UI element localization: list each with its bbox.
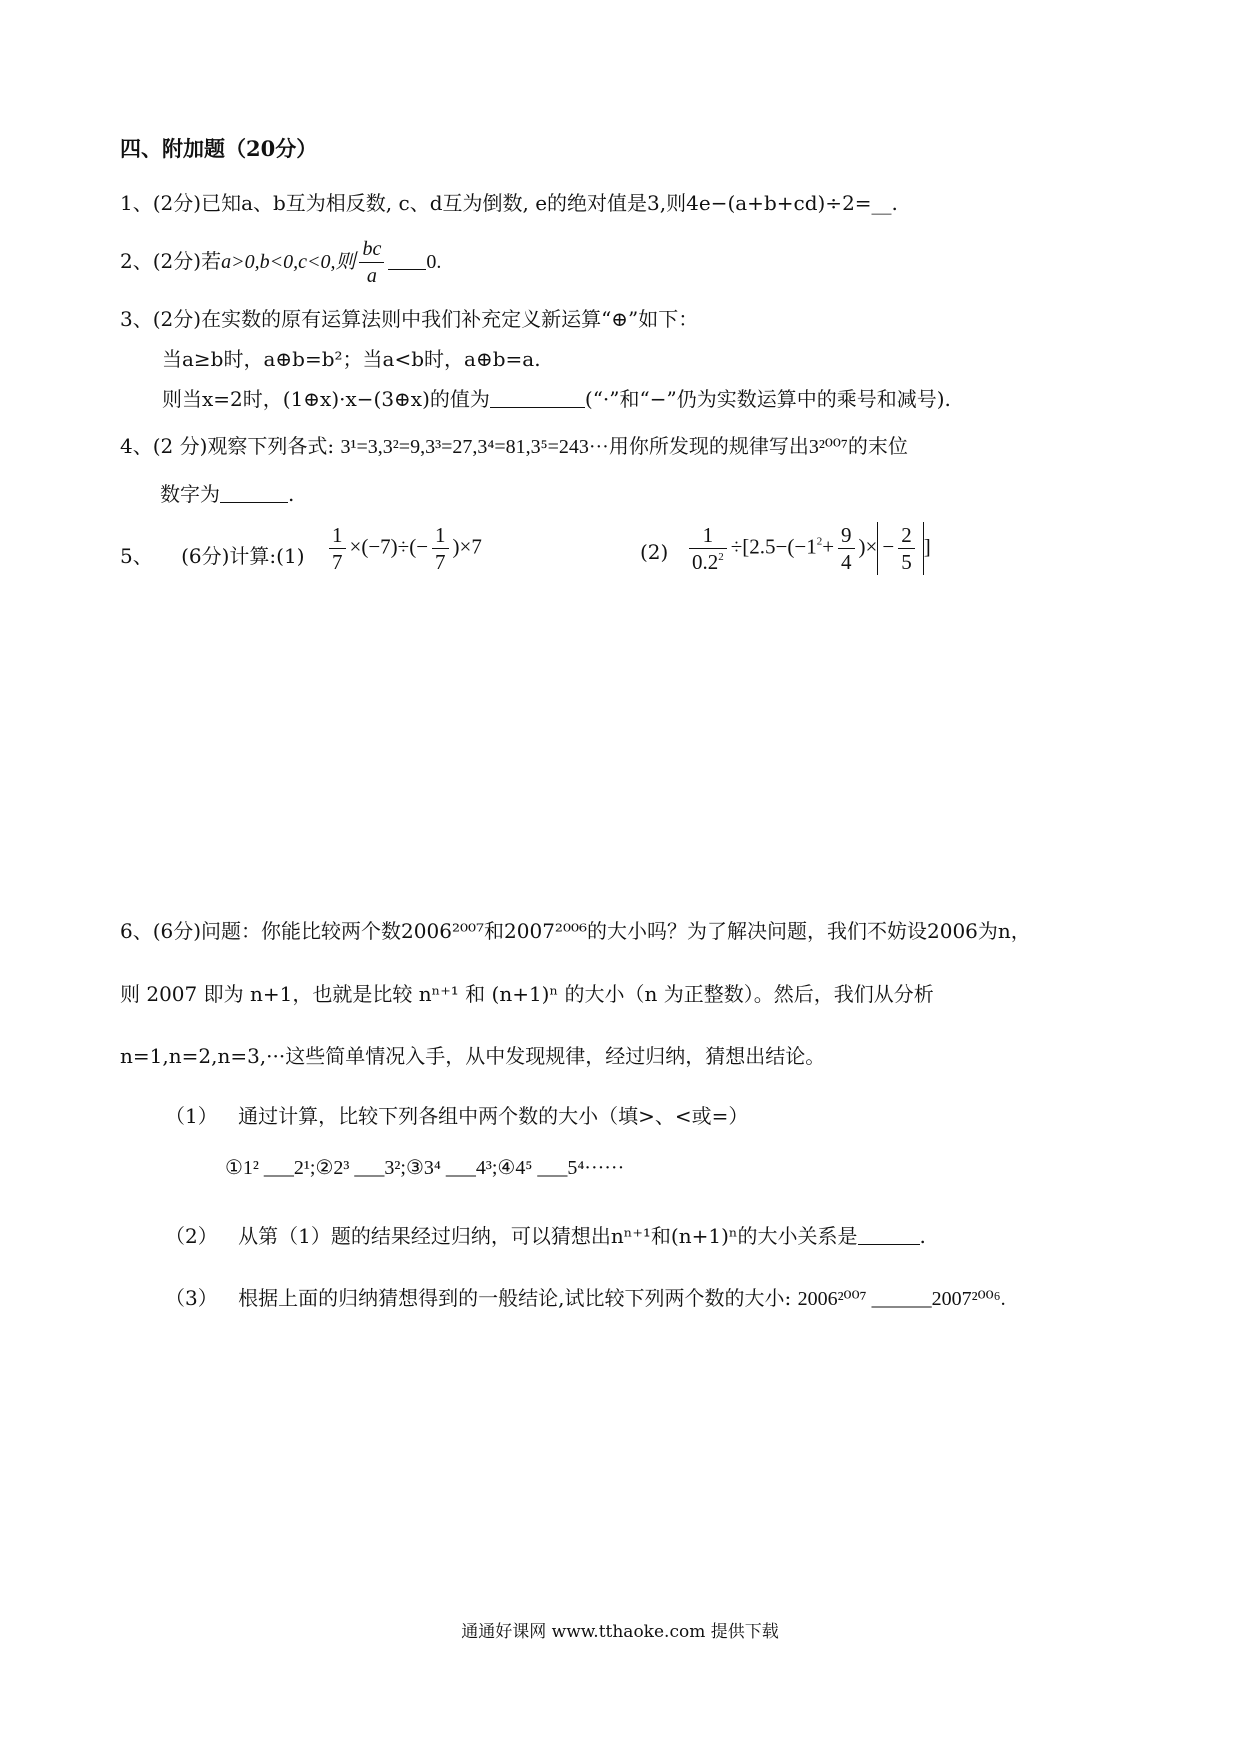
question-6-sub-3-text: 根据上面的归纳猜想得到的一般结论,试比较下列两个数的大小: — [238, 1286, 792, 1310]
question-4-line-2: 数字为 . — [160, 482, 295, 506]
question-6-sub-1-label: （1） — [165, 1104, 218, 1128]
question-2-frac-numerator: bc — [359, 236, 384, 263]
question-2-frac-denominator: a — [366, 265, 377, 287]
question-2-prefix: (2分)若 — [152, 249, 222, 273]
question-2-condition: a>0,b<0,c<0,则 — [221, 251, 356, 273]
question-3-line-3 — [162, 383, 951, 412]
question-6-sub-3 — [165, 1282, 1006, 1311]
question-6-sub-1-text: 通过计算，比较下列各组中两个数的大小（填>、<或=） — [238, 1104, 749, 1128]
question-3-line-1: (2分)在实数的原有运算法则中我们补充定义新运算“⊕”如下： — [152, 307, 699, 331]
question-1-number: 1、 — [120, 191, 153, 215]
question-6-line-3: n=1,n=2,n=3,···这些简单情况入手，从中发现规律，经过归纳，猜想出结论。 — [120, 1044, 826, 1068]
question-5-label: (6分)计算:(1) — [181, 544, 305, 568]
question-6-sub-2-text: 从第（1）题的结果经过归纳，可以猜想出nⁿ⁺¹和(n+1)ⁿ的大小关系是 — [238, 1224, 858, 1248]
question-5 — [120, 540, 305, 569]
question-5-expression-2: $\frac{1}{0.2^2}$ $\div[2.5-(-1^2+$ $\frac{9}{4}$ )× − $\frac{2}{5}$ ] — [685, 522, 931, 575]
question-4-line-2-text: 数字为 — [160, 482, 220, 506]
question-6-sub-1 — [165, 1100, 748, 1129]
question-3-line-3-a: 则当x=2时，(1⊕x)·x−(3⊕x)的值为 — [162, 387, 490, 411]
question-3-line-3-b: (“·”和“−”仍为实数运算中的乘号和减号). — [584, 387, 951, 411]
question-2 — [120, 236, 441, 289]
question-2-number: 2、 — [120, 249, 153, 273]
question-6-sub-2-answer-blank[interactable] — [858, 1226, 920, 1245]
question-2-suffix: 0. — [426, 251, 442, 273]
question-6-sub-3-label: （3） — [165, 1286, 218, 1310]
question-6-sub-3-expression: 2006²⁰⁰⁷ ______2007²⁰⁰⁶. — [797, 1288, 1006, 1310]
question-6-sub-1-items: ①1² ___2¹;②2³ ___3²;③3⁴ ___4³;④4⁵ ___5⁴······ — [225, 1157, 625, 1179]
footer-download-note: 通通好课网 www.tthaoke.com 提供下载 — [461, 1622, 779, 1642]
question-3-answer-blank[interactable] — [490, 389, 585, 408]
question-3-line-2: 当a≥b时，a⊕b=b²；当a<b时，a⊕b=a. — [162, 347, 541, 371]
question-5-expression-1: $\frac{1}{7}$ ×(−7)÷(− $\frac{1}{7}$ )×7 — [325, 522, 482, 575]
question-4-line-1-a: (2 分)观察下列各式: — [152, 434, 335, 458]
question-6-sub-2: （2） 从第（1）题的结果经过归纳，可以猜想出nⁿ⁺¹和(n+1)ⁿ的大小关系是 . — [165, 1224, 926, 1248]
question-3 — [120, 303, 698, 332]
question-2-answer-blank[interactable] — [388, 251, 426, 270]
question-2-fraction — [359, 236, 384, 289]
question-4-line-1-b: 3¹=3,3²=9,3³=27,3⁴=81,3⁵=243···用你所发现的规律写出3²⁰⁰⁷的末位 — [340, 436, 908, 458]
question-3-number: 3、 — [120, 307, 153, 331]
question-4-number: 4、 — [120, 434, 153, 458]
section-title: 四、附加题（20分） — [120, 136, 318, 161]
question-6-line-1: 6、(6分)问题：你能比较两个数2006²⁰⁰⁷和2007²⁰⁰⁶的大小吗？为了解决问题，我们不妨设2006为n， — [120, 919, 1031, 943]
question-1-text: (2分)已知a、b互为相反数, c、d互为倒数, e的绝对值是3,则4e−(a+b+cd)÷2=__. — [152, 191, 898, 215]
question-4-answer-blank[interactable] — [220, 484, 288, 503]
question-4 — [120, 430, 908, 459]
question-6-sub-2-label: （2） — [165, 1224, 218, 1248]
question-1 — [120, 187, 898, 216]
question-5-part-2-label: (2) — [640, 540, 669, 564]
question-6-line-2: 则 2007 即为 n+1，也就是比较 nⁿ⁺¹ 和 (n+1)ⁿ 的大小（n 为正整数）。然后，我们从分析 — [120, 982, 934, 1006]
question-5-number: 5、 — [120, 544, 153, 568]
